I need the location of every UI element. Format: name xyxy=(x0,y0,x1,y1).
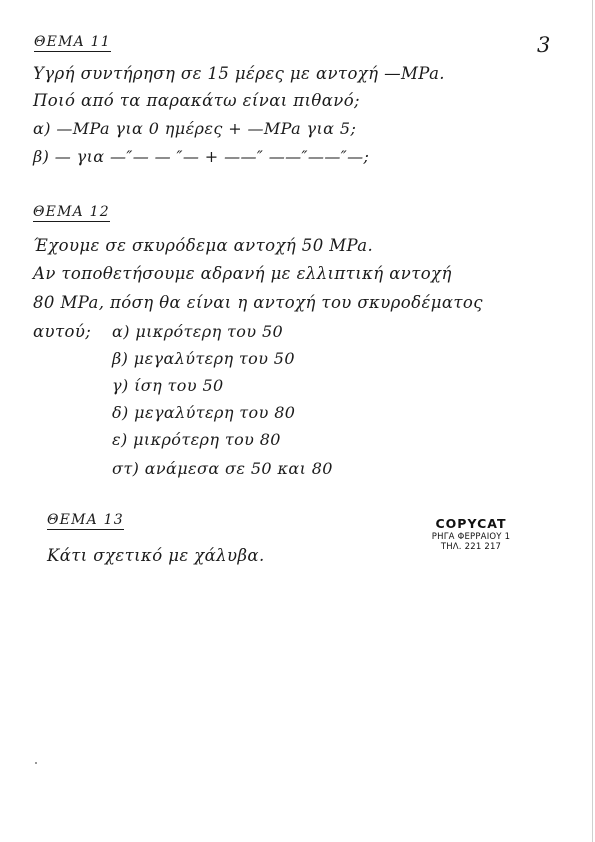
copy-shop-stamp xyxy=(416,516,526,552)
theme-12-option-f: στ) ανάμεσα σε 50 και 80 xyxy=(112,459,333,478)
theme-11-line-1: Υγρή συντήρηση σε 15 μέρες με αντοχή —MPa. xyxy=(33,64,445,83)
heading-theme-12: ΘΕΜΑ 12 xyxy=(33,204,110,220)
theme-12-option-a: α) μικρότερη του 50 xyxy=(112,322,284,341)
theme-12-option-d: δ) μεγαλύτερη του 80 xyxy=(112,403,296,422)
theme-13-line-1: Κάτι σχετικό με χάλυβα. xyxy=(47,546,265,565)
theme-12-line-1: Έχουμε σε σκυρόδεμα αντοχή 50 MPa. xyxy=(33,236,374,255)
theme-12-option-b: β) μεγαλύτερη του 50 xyxy=(112,349,295,368)
theme-12-option-c: γ) ίση του 50 xyxy=(112,376,224,395)
theme-11-line-2: Ποιό από τα παρακάτω είναι πιθανό; xyxy=(33,91,360,110)
theme-12-option-e: ε) μικρότερη του 80 xyxy=(112,430,281,449)
theme-12-line-4: αυτού; xyxy=(33,322,92,341)
scan-speck xyxy=(35,762,37,764)
theme-12-line-2: Αν τοποθετήσουμε αδρανή με ελλιπτική αντοχή xyxy=(33,264,452,283)
stamp-address: ΡΗΓΑ ΦΕΡΡΑΙΟΥ 1 xyxy=(431,532,511,542)
heading-theme-11: ΘΕΜΑ 11 xyxy=(34,34,111,50)
stamp-phone: ΤΗΛ. 221 217 xyxy=(440,542,502,552)
stamp-name: COPYCAT xyxy=(435,516,507,531)
theme-12-line-3: 80 MPa, πόση θα είναι η αντοχή του σκυροδέματος xyxy=(33,293,483,312)
theme-11-option-a: α) —MPa για 0 ημέρες + —MPa για 5; xyxy=(33,119,357,138)
theme-11-option-b: β) — για —″— — ″— + ——″ ——″——″—; xyxy=(33,147,370,166)
scan-edge-line xyxy=(592,0,593,842)
heading-theme-13: ΘΕΜΑ 13 xyxy=(47,512,124,528)
page-number: 3 xyxy=(537,33,551,57)
